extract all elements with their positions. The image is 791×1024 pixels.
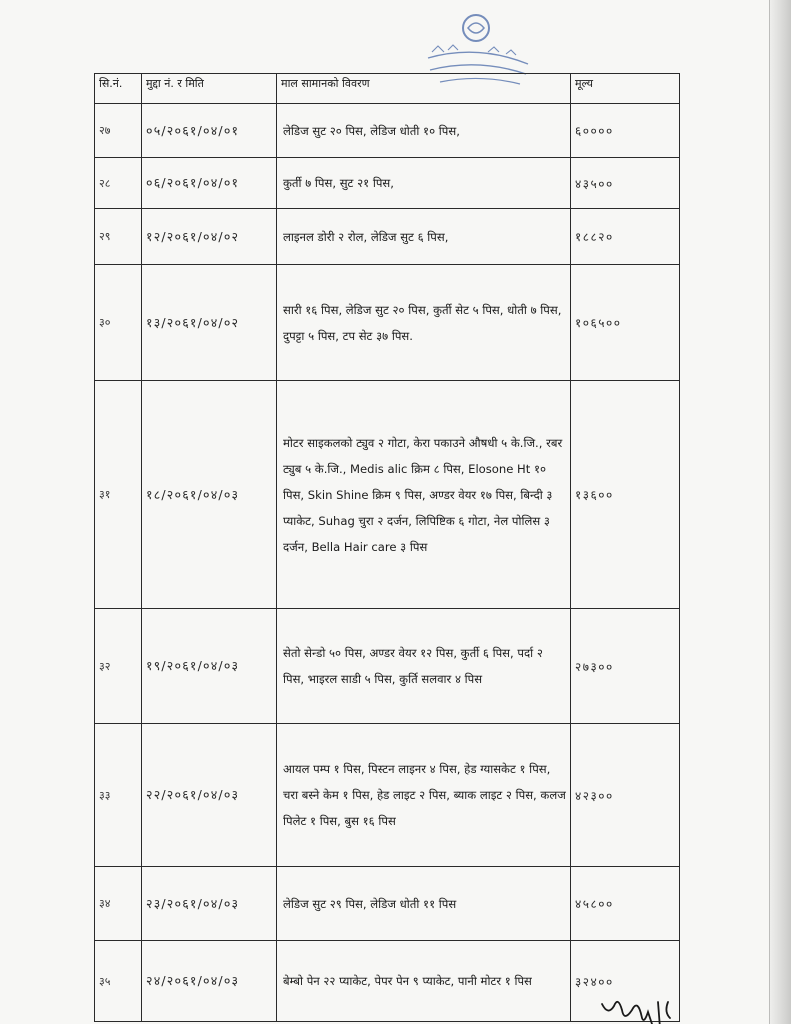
case-number-cell: ०६/२०६१/०४/०१	[142, 158, 277, 209]
table-row	[95, 867, 680, 941]
case-number-cell: १२/२०६१/०४/०२	[142, 209, 277, 265]
description-cell: लेडिज सुट २९ पिस, लेडिज धोती ११ पिस	[277, 867, 571, 941]
case-number-cell: २४/२०६१/०४/०३	[142, 941, 277, 1022]
case-number-cell: ०५/२०६१/०४/०१	[142, 104, 277, 158]
value-cell: १३६००	[571, 381, 680, 609]
serial-number-cell: ३१	[95, 381, 142, 609]
table-row	[95, 609, 680, 724]
description-cell: सारी १६ पिस, लेडिज सुट २० पिस, कुर्ती सेट ५ पिस, धोती ७ पिस, दुपट्टा ५ पिस, टप सेट ३७ पिस.	[277, 265, 571, 381]
description-cell: लेडिज सुट २० पिस, लेडिज धोती १० पिस,	[277, 104, 571, 158]
serial-number-cell: ३२	[95, 609, 142, 724]
header-goods-description: माल सामानको विवरण	[277, 74, 571, 104]
serial-number-cell: २८	[95, 158, 142, 209]
case-number-cell: २२/२०६१/०४/०३	[142, 724, 277, 867]
case-number-cell: १८/२०६१/०४/०३	[142, 381, 277, 609]
page-edge-line	[769, 0, 770, 1024]
table-row	[95, 104, 680, 158]
serial-number-cell: ३५	[95, 941, 142, 1022]
header-value: मूल्य	[571, 74, 680, 104]
description-cell: लाइनल डोरी २ रोल, लेडिज सुट ६ पिस,	[277, 209, 571, 265]
serial-number-cell: ३०	[95, 265, 142, 381]
case-number-cell: २३/२०६१/०४/०३	[142, 867, 277, 941]
table-row	[95, 941, 680, 1022]
value-cell: ४५८००	[571, 867, 680, 941]
table-row	[95, 265, 680, 381]
header-case-number-date: मुद्दा नं. र मिति	[142, 74, 277, 104]
value-cell: १०६५००	[571, 265, 680, 381]
handwritten-signature	[598, 990, 698, 1024]
table-row	[95, 209, 680, 265]
table-header-row	[95, 74, 680, 104]
value-cell: ६००००	[571, 104, 680, 158]
description-cell: सेतो सेन्डो ५० पिस, अण्डर वेयर १२ पिस, कुर्ती ६ पिस, पर्दा २ पिस, भाइरल साडी ५ पिस, कुर्ति सलवार ४ पिस	[277, 609, 571, 724]
table-row	[95, 724, 680, 867]
serial-number-cell: २७	[95, 104, 142, 158]
serial-number-cell: ३४	[95, 867, 142, 941]
serial-number-cell: ३३	[95, 724, 142, 867]
value-cell: ४३५००	[571, 158, 680, 209]
case-number-cell: १३/२०६१/०४/०२	[142, 265, 277, 381]
description-cell: कुर्ती ७ पिस, सुट २१ पिस,	[277, 158, 571, 209]
description-cell: मोटर साइकलको ट्युव २ गोटा, केरा पकाउने औषधी ५ के.जि., रबर ट्युब ५ के.जि., Medis alic क्रिम ८ पिस, Elosone Ht १० पिस, Skin Shine क्रिम ९ पिस, अण्डर वेयर १७ पिस, बिन्दी ३ प्याकेट, Suhag चुरा २ दर्जन, लिपिष्टिक ६ गोटा, नेल पोलिस ३ दर्जन, Bella Hair care ३ पिस	[277, 381, 571, 609]
table-row	[95, 158, 680, 209]
value-cell: १८८२०	[571, 209, 680, 265]
table-row	[95, 381, 680, 609]
serial-number-cell: २९	[95, 209, 142, 265]
header-serial-number: सि.नं.	[95, 74, 142, 104]
value-cell: ३२४००	[571, 941, 680, 1022]
goods-record-table	[94, 73, 680, 1022]
value-cell: ४२३००	[571, 724, 680, 867]
case-number-cell: १९/२०६१/०४/०३	[142, 609, 277, 724]
description-cell: बेम्बो पेन २२ प्याकेट, पेपर पेन ९ प्याकेट, पानी मोटर १ पिस	[277, 941, 571, 1022]
description-cell: आयल पम्प १ पिस, पिस्टन लाइनर ४ पिस, हेड ग्यासकेट १ पिस, चरा बस्ने केम १ पिस, हेड लाइट २ पिस, ब्याक लाइट २ पिस, कलज पिलेट १ पिस, बुस १६ पिस	[277, 724, 571, 867]
value-cell: २७३००	[571, 609, 680, 724]
page-edge-shadow	[769, 0, 791, 1024]
